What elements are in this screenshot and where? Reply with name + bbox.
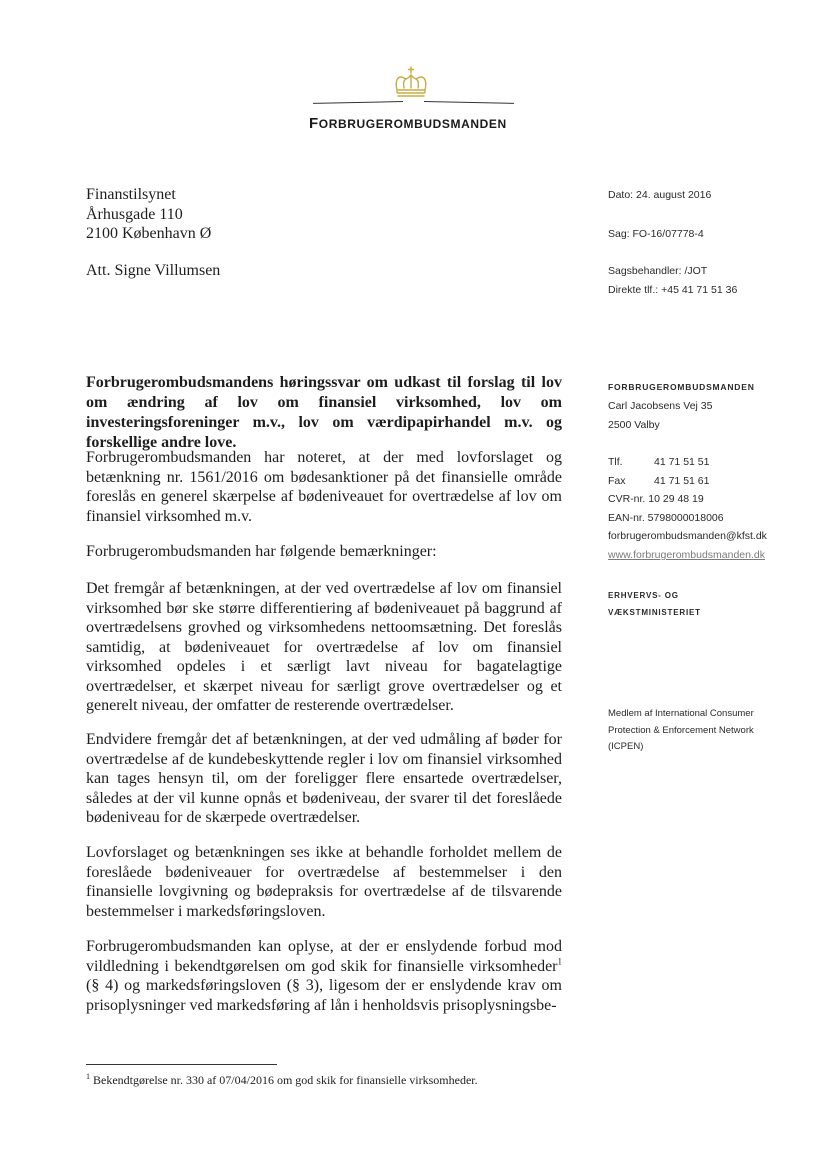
phone-row xyxy=(608,453,767,472)
ministry-block xyxy=(608,587,701,621)
ean-number: EAN-nr. 5798000018006 xyxy=(608,511,724,524)
sidebar-street: Carl Jacobsens Vej 35 xyxy=(608,400,713,412)
letter-date: Dato: 24. august 2016 xyxy=(608,189,712,201)
body-paragraph-5: Lovforslaget og betænkningen ses ikke at behandle forholdet mellem de foreslåede bødeniveauer for overtrædelse af bestemmelser i den finansielle lovgivning og bødepraksis for overtrædelse af de tilsvarende bestemmelser i markedsføringsloven. xyxy=(86,844,562,920)
recipient-address xyxy=(86,185,211,244)
fax-label: Fax xyxy=(608,474,626,487)
ministry-line-2: VÆKSTMINISTERIET xyxy=(608,608,701,617)
recipient-line: Århusgade 110 xyxy=(86,205,183,223)
recipient-line: 2100 København Ø xyxy=(86,225,212,242)
email-link[interactable]: forbrugerombudsmanden@kfst.dk xyxy=(608,530,767,543)
body-paragraph-1: Forbrugerombudsmanden har noteret, at der med lovforslaget og betænkning nr. 1561/2016 om bødesanktioner på det finansielle område foreslås en generel skærpelse af bødeniveauet for overtrædelse af lov om finansiel virksomhed m.v. xyxy=(86,449,562,525)
letterhead-rule-left xyxy=(313,101,403,104)
crown-logo-icon xyxy=(391,66,431,100)
fax-number: 41 71 51 61 xyxy=(654,474,710,487)
footnote-number: 1 xyxy=(86,1072,90,1081)
body-paragraph-2: Forbrugerombudsmanden har følgende bemærkninger: xyxy=(86,543,437,560)
direct-phone: Direkte tlf.: +45 41 71 51 36 xyxy=(608,284,738,296)
cvr-number: CVR-nr. 10 29 48 19 xyxy=(608,493,704,506)
footnote-reference: 1 xyxy=(557,956,562,967)
letterhead-org-name xyxy=(309,115,507,132)
letterhead-initial: F xyxy=(309,115,319,132)
case-handler: Sagsbehandler: /JOT xyxy=(608,265,708,277)
sidebar-city: 2500 Valby xyxy=(608,419,660,431)
recipient-line: Finanstilsynet xyxy=(86,186,176,203)
ministry-line-1: ERHVERVS- OG xyxy=(608,591,679,600)
fax-row xyxy=(608,472,767,491)
icpen-membership: Medlem af International Consumer Protection & Enforcement Network (ICPEN) xyxy=(608,708,754,752)
footnote-text: Bekendtgørelse nr. 330 af 07/04/2016 om god skik for finansielle virksomheder. xyxy=(90,1073,478,1087)
paragraph-6-text-start: Forbrugerombudsmanden kan oplyse, at der er enslydende forbud mod vildledning i bekendtgørelsen om god skik for finansielle virksomheder xyxy=(86,938,562,975)
phone-label: Tlf. xyxy=(608,456,623,468)
body-paragraph-4: Endvidere fremgår det af betænkningen, at der ved udmåling af bøder for overtrædelse af de kundebeskyttende regler i lov om finansiel virksomhed kan tages hensyn til, om der foreligger flere ensartede overtrædelser, således at der vil kunne opnås et bødeniveau, der svarer til det foreslåede bødeniveau for de skærpede overtrædelser. xyxy=(86,731,562,826)
body-paragraph-3: Det fremgår af betænkningen, at der ved overtrædelse af lov om finansiel virksomhed bør ske større differentiering af bødeniveauet på baggrund af overtrædelsens grovhed og virksomhedens nettoomsætning. Det foreslås samtidig, at bødeniveauet for overtrædelse af lov om finansiel virksomhed opdeles i et særligt lavt niveau for bagatelagtige overtrædelser, et skærpet niveau for særligt grove overtrædelser og et generelt niveau, der omfatter de resterende overtrædelser. xyxy=(86,580,562,714)
website-link[interactable]: www.forbrugerombudsmanden.dk xyxy=(608,548,765,561)
letterhead-rule-right xyxy=(424,101,514,104)
sidebar-org-name: FORBRUGEROMBUDSMANDEN xyxy=(608,382,755,392)
case-handler-block xyxy=(608,262,737,300)
case-number: Sag: FO-16/07778-4 xyxy=(608,228,704,240)
letterhead-rest: ORBRUGEROMBUDSMANDEN xyxy=(318,117,507,131)
paragraph-6-text-end: (§ 4) og markedsføringsloven (§ 3), ligesom der er enslydende krav om prisoplysninger ved markedsføring af lån i henholdsvis prisoplysningsbe- xyxy=(86,977,562,1014)
sidebar-contact xyxy=(608,453,767,565)
attention-line: Att. Signe Villumsen xyxy=(86,262,221,279)
phone-number: 41 71 51 51 xyxy=(654,456,710,468)
footnote xyxy=(86,1073,478,1088)
letter-subject: Forbrugerombudsmandens høringssvar om udkast til forslag til lov om ændring af lov om finansiel virksomhed, lov om investeringsforeninger m.v., lov om værdipapirhandel m.v. og forskellige andre love. xyxy=(86,374,562,451)
sidebar-org-block xyxy=(608,378,755,435)
body-paragraph-6 xyxy=(86,937,562,1015)
footnote-rule xyxy=(86,1064,277,1065)
